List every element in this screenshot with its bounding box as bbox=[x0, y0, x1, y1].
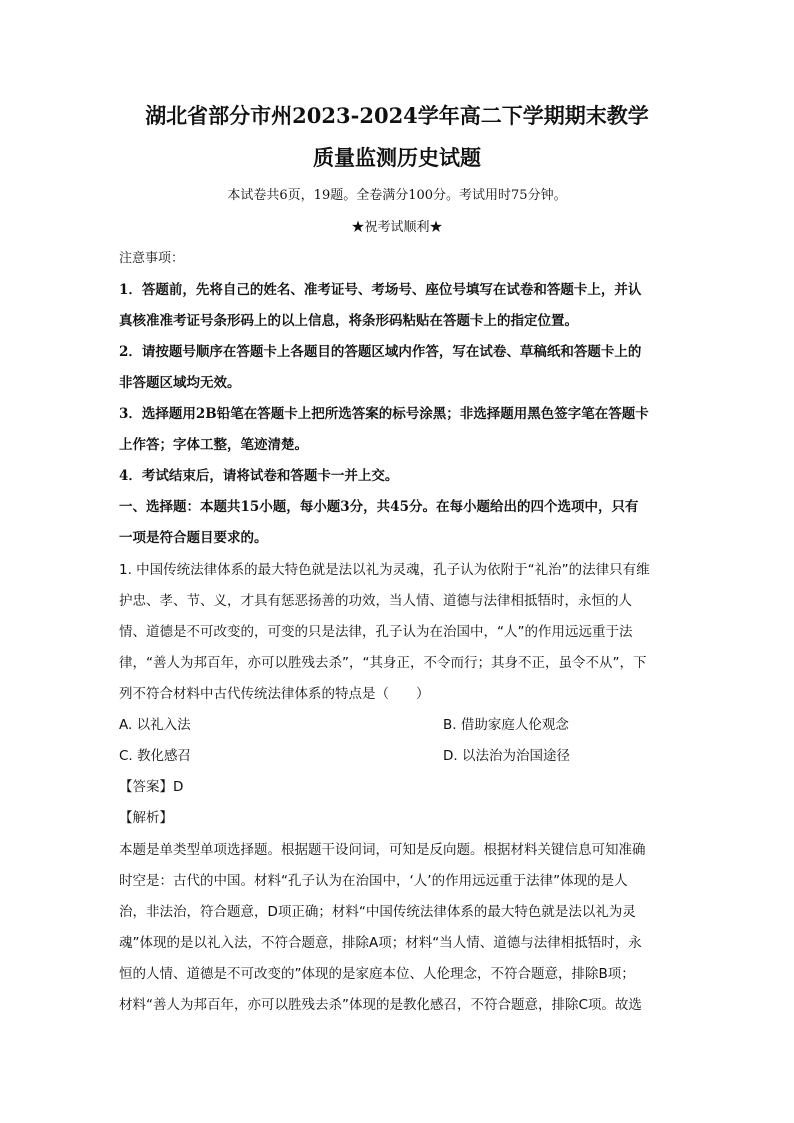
question-1-stem-line-2: 护忠、孝、节、义，才具有惩恶扬善的功效，当人情、道德与法律相抵牾时，永恒的人 bbox=[119, 593, 632, 609]
notice-line-6: 上作答；字体工整，笔迹清楚。 bbox=[119, 437, 308, 453]
section-heading-line-1: 一、选择题：本题共15小题，每小题3分，共45分。在每小题给出的四个选项中，只有 bbox=[119, 499, 639, 515]
exam-title-line-2: 质量监测历史试题 bbox=[313, 145, 481, 170]
option-c: C. 教化感召 bbox=[119, 748, 192, 764]
answer-label: 【答案】D bbox=[119, 779, 184, 795]
question-1-stem-line-1: 1. 中国传统法律体系的最大特色就是法以礼为灵魂，孔子认为依附于“礼治”的法律只有维 bbox=[119, 562, 650, 578]
question-1-stem-line-5: 列不符合材料中古代传统法律体系的特点是（ ） bbox=[119, 686, 430, 702]
exam-info: 本试卷共6页，19题。全卷满分100分。考试用时75分钟。 bbox=[227, 188, 567, 203]
option-d: D. 以法治为治国途径 bbox=[443, 748, 570, 764]
question-1-stem-line-3: 情、道德是不可改变的，可变的只是法律，孔子认为在治国中，“人”的作用远远重于法 bbox=[119, 624, 633, 640]
option-a: A. 以礼入法 bbox=[119, 717, 191, 733]
analysis-line-1: 本题是单类型单项选择题。根据题干设问词，可知是反向题。根据材料关键信息可知准确 bbox=[119, 842, 646, 858]
section-heading-line-2: 一项是符合题目要求的。 bbox=[119, 530, 268, 546]
notice-line-3: 2．请按题号顺序在答题卡上各题目的答题区域内作答，写在试卷、草稿纸和答题卡上的 bbox=[119, 344, 642, 360]
analysis-line-5: 恒的人情、道德是不可改变的”体现的是家庭本位、人伦理念，不符合题意，排除B项； bbox=[119, 966, 635, 982]
option-b: B. 借助家庭人伦观念 bbox=[443, 717, 569, 733]
question-1-stem-line-4: 律，“善人为邦百年，亦可以胜残去杀”，“其身正，不令而行；其身不正，虽令不从”，下 bbox=[119, 655, 647, 671]
notice-line-1: 1．答题前，先将自己的姓名、准考证号、考场号、座位号填写在试卷和答题卡上，并认 bbox=[119, 282, 642, 298]
notice-line-4: 非答题区域均无效。 bbox=[119, 375, 241, 391]
good-luck-wish: ★祝考试顺利★ bbox=[351, 220, 443, 235]
notice-line-5: 3．选择题用2B铅笔在答题卡上把所选答案的标号涂黑；非选择题用黑色签字笔在答题卡 bbox=[119, 406, 649, 422]
notice-line-7: 4．考试结束后，请将试卷和答题卡一并上交。 bbox=[119, 468, 399, 484]
analysis-label: 【解析】 bbox=[119, 810, 173, 826]
analysis-line-4: 魂”体现的是以礼入法，不符合题意，排除A项；材料“当人情、道德与法律相抵牾时，永 bbox=[119, 935, 642, 951]
analysis-line-3: 治，非法治，符合题意，D项正确；材料“中国传统法律体系的最大特色就是法以礼为灵 bbox=[119, 904, 636, 920]
notice-line-2: 真核准准考证号条形码上的以上信息，将条形码粘贴在答题卡上的指定位置。 bbox=[119, 313, 578, 329]
analysis-line-2: 时空是：古代的中国。材料“孔子认为在治国中，‘人’的作用远远重于法律”体现的是人 bbox=[119, 873, 628, 889]
notice-heading: 注意事项： bbox=[119, 251, 185, 266]
exam-title-line-1: 湖北省部分市州2023-2024学年高二下学期期末教学 bbox=[145, 103, 649, 128]
analysis-line-6: 材料“善人为邦百年，亦可以胜残去杀”体现的是教化感召，不符合题意，排除C项。故选 bbox=[119, 997, 642, 1013]
